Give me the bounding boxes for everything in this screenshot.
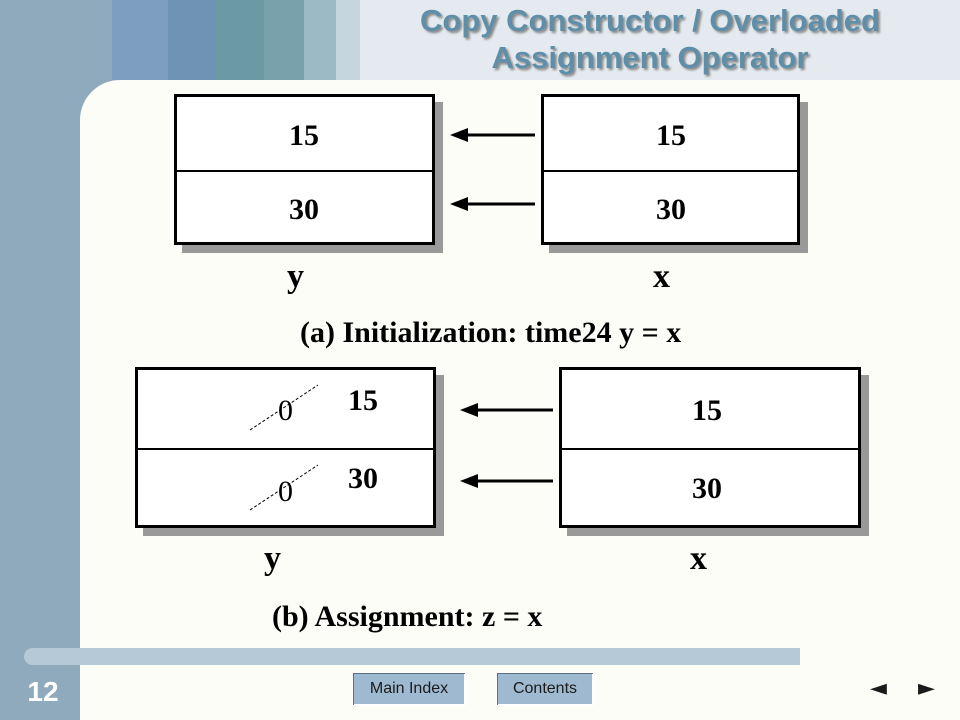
title-line-2: Assignment Operator xyxy=(491,40,809,75)
header-stripe xyxy=(304,0,336,80)
diagram-b-arrows xyxy=(450,395,560,495)
diagram-a-y-value-1: 15 xyxy=(289,119,319,152)
footer-rule xyxy=(24,648,800,665)
next-arrow-icon[interactable]: ► xyxy=(918,676,935,701)
diagram-b-y-old-value-1: 0 xyxy=(278,394,293,427)
diagram-b-x-value-2: 30 xyxy=(692,472,722,505)
header-stripe xyxy=(336,0,360,80)
arrow-left-icon xyxy=(460,474,553,488)
diagram-b-caption: (b) Assignment: z = x xyxy=(272,600,543,633)
diagram-a-x-box xyxy=(541,94,800,245)
page-title xyxy=(360,2,940,76)
diagram-b-x-value-1: 15 xyxy=(692,394,722,427)
header-stripe xyxy=(264,0,304,80)
diagram-b-y-old-value-2: 0 xyxy=(278,475,293,508)
main-index-button[interactable]: Main Index xyxy=(352,672,466,706)
cell-divider xyxy=(544,170,797,172)
diagram-a-y-label: y xyxy=(287,258,304,295)
arrow-left-icon xyxy=(450,128,535,142)
diagram-a-y-box xyxy=(174,94,435,245)
diagram-b-y-label: y xyxy=(264,540,281,577)
header-stripe xyxy=(216,0,264,80)
diagram-b-y-box xyxy=(135,367,436,528)
cell-divider xyxy=(177,170,432,172)
strike-line xyxy=(250,385,318,430)
diagram-a-x-label: x xyxy=(653,258,670,295)
previous-arrow-icon[interactable]: ◄ xyxy=(870,676,887,701)
diagram-a-x-value-2: 30 xyxy=(656,193,686,226)
strike-lines xyxy=(138,370,438,530)
arrow-left-icon xyxy=(450,197,535,211)
page-number: 12 xyxy=(27,676,59,707)
diagram-b-x-label: x xyxy=(690,540,707,577)
strike-line xyxy=(250,465,318,510)
diagram-a-caption: (a) Initialization: time24 y = x xyxy=(300,316,682,349)
header-stripe xyxy=(112,0,168,80)
diagram-b-x-box xyxy=(559,367,861,528)
diagram-b-y-new-value-2: 30 xyxy=(348,462,378,495)
cell-divider xyxy=(562,448,858,450)
diagram-a-x-value-1: 15 xyxy=(656,119,686,152)
header-stripe xyxy=(168,0,216,80)
diagram-b-y-new-value-1: 15 xyxy=(348,384,378,417)
header-stripe xyxy=(0,0,112,80)
diagram-a-arrows xyxy=(440,120,540,220)
arrow-left-icon xyxy=(460,403,553,417)
diagram-a-y-value-2: 30 xyxy=(289,193,319,226)
left-sidebar xyxy=(0,80,80,720)
title-line-1: Copy Constructor / Overloaded xyxy=(420,3,880,38)
contents-button[interactable]: Contents xyxy=(496,672,594,706)
